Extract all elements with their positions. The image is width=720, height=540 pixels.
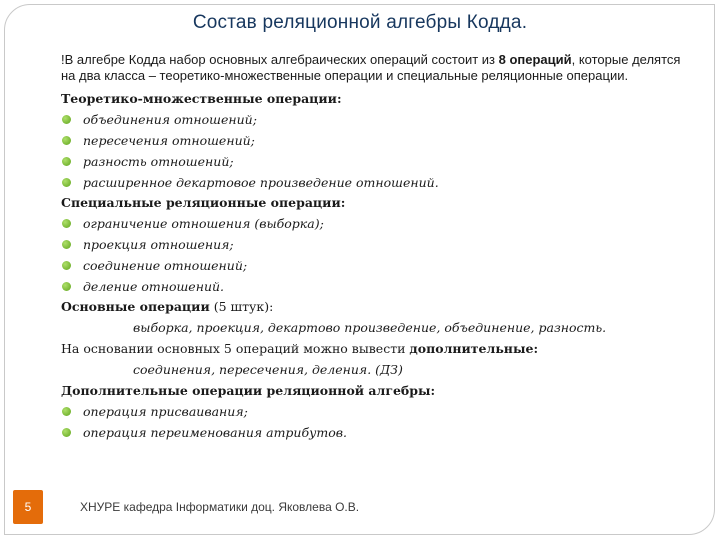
list-item-text: деление отношений.: [83, 279, 225, 294]
list-item: [61, 422, 691, 443]
list-item: [61, 172, 691, 193]
special-ops-list: [61, 213, 691, 297]
additional-ops-list: [61, 401, 691, 443]
set-ops-list: [61, 109, 691, 193]
bullet-icon: [62, 428, 71, 437]
list-item: [61, 401, 691, 422]
basic-ops-heading: [61, 297, 691, 317]
list-item-text: проекция отношения;: [83, 237, 234, 252]
derive-text: На основании основных 5 операций можно вывести: [61, 341, 410, 356]
basic-ops-list: выборка, проекция, декартово произведение, объединение, разность.: [133, 320, 607, 335]
bullet-icon: [62, 136, 71, 145]
footer-text: ХНУРЕ кафедра Інформатики доц. Яковлева О.В.: [80, 500, 360, 514]
derive-bold: дополнительные:: [409, 341, 539, 356]
list-item: [61, 255, 691, 276]
list-item: [61, 234, 691, 255]
bullet-icon: [62, 240, 71, 249]
list-item: [61, 151, 691, 172]
slide-content: [61, 52, 691, 443]
list-item-text: объединения отношений;: [83, 112, 257, 127]
list-item: [61, 276, 691, 297]
bullet-icon: [62, 178, 71, 187]
list-item: [61, 130, 691, 151]
list-item-text: операция присваивания;: [83, 404, 248, 419]
bullet-icon: [62, 115, 71, 124]
intro-bold: 8 операций: [498, 52, 572, 67]
basic-heading-bold: Основные операции: [61, 299, 210, 314]
bullet-icon: [62, 157, 71, 166]
slide-title: Состав реляционной алгебры Кодда.: [192, 12, 528, 33]
derive-list: соединения, пересечения, деления. (ДЗ): [133, 362, 403, 377]
list-item: [61, 109, 691, 130]
bullet-icon: [62, 282, 71, 291]
bullet-icon: [62, 407, 71, 416]
set-ops-heading: Теоретико-множественные операции:: [61, 91, 342, 106]
list-item-text: расширенное декартовое произведение отношений.: [83, 175, 439, 190]
bullet-icon: [62, 219, 71, 228]
list-item-text: ограничение отношения (выборка);: [83, 216, 324, 231]
basic-heading-rest: (5 штук):: [209, 299, 274, 314]
intro-paragraph: [61, 52, 691, 84]
intro-text-1: !В алгебре Кодда набор основных алгебраических операций состоит из: [61, 52, 499, 67]
list-item: [61, 213, 691, 234]
list-item-text: соединение отношений;: [83, 258, 248, 273]
intro-text-2: , которые делятся на два класса – теоретико-множественные операции и специальные реляционные операции.: [61, 52, 681, 83]
special-ops-heading: Специальные реляционные операции:: [61, 195, 346, 210]
derive-line: [61, 339, 691, 359]
bullet-icon: [62, 261, 71, 270]
page-number-badge: 5: [13, 490, 43, 524]
list-item-text: пересечения отношений;: [83, 133, 255, 148]
list-item-text: разность отношений;: [83, 154, 234, 169]
list-item-text: операция переименования атрибутов.: [83, 425, 347, 440]
additional-ops-heading: Дополнительные операции реляционной алгебры:: [61, 383, 436, 398]
